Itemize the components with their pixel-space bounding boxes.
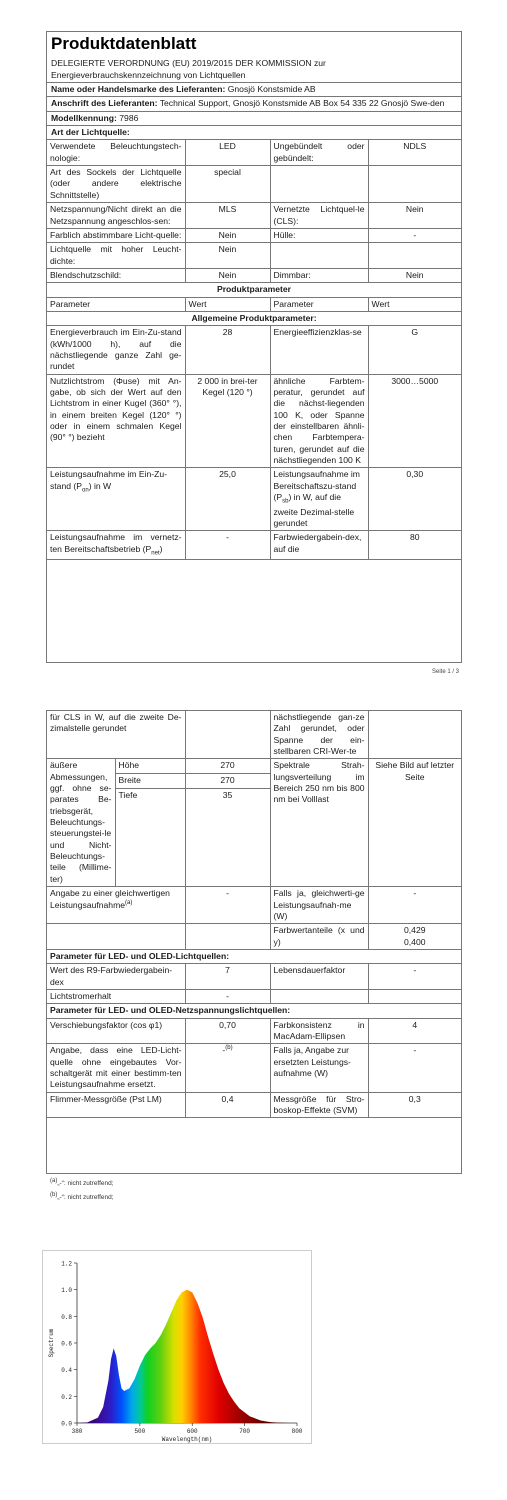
param-value: 0,3 bbox=[368, 1092, 461, 1118]
dimension-name: Breite bbox=[115, 774, 185, 789]
x-tick-label: 800 bbox=[291, 1428, 303, 1435]
supplier-name-label: Name oder Handelsmarke des Lieferanten: bbox=[51, 84, 226, 95]
param-value: 0,4 bbox=[185, 1092, 270, 1118]
model-label: Modellkennung: bbox=[51, 112, 117, 123]
param-label: Energieeffizienzklas-se bbox=[270, 326, 368, 374]
table-row bbox=[47, 203, 461, 229]
dimension-value: 270 bbox=[185, 759, 270, 774]
y-tick-label: 0.8 bbox=[61, 1313, 72, 1321]
section-header-led: Parameter für LED- und OLED-Lichtquellen: bbox=[47, 949, 461, 963]
param-label: Messgröße für Stro-boskop-Effekte (SVM) bbox=[270, 1092, 368, 1118]
table-row bbox=[47, 949, 461, 963]
param-label: Energieverbrauch im Ein-Zu-stand (kWh/1000 h), auf die nächstliegende ganze Zahl ge-rundet bbox=[47, 326, 185, 374]
param-value: Nein bbox=[185, 228, 270, 242]
param-label: Flimmer-Messgröße (Pst LM) bbox=[47, 1092, 185, 1118]
param-value: Nein bbox=[185, 243, 270, 269]
supplier-name-row bbox=[47, 83, 461, 97]
param-value: - bbox=[368, 228, 461, 242]
table-row bbox=[47, 924, 461, 950]
param-label: Leistungsaufnahme im vernetz-ten Bereitschaftsbetrieb $(P_{net})$ bbox=[47, 531, 185, 560]
param-label: Nutzlichtstrom (Φuse) mit An-gabe, ob sich der Wert auf den Lichtstrom in einer Kugel (360° °), in einem breiten Kegel (120° °) oder in einem schmalen Kegel (90° °) bezieht bbox=[47, 374, 185, 468]
param-label: Wert des R9-Farbwiedergabein-dex bbox=[47, 964, 185, 990]
table-row bbox=[47, 326, 461, 374]
table-row bbox=[47, 374, 461, 468]
table-row bbox=[47, 140, 461, 165]
column-header-parameter: Parameter bbox=[47, 297, 185, 311]
param-label: Art des Sockels der Lichtquelle (oder andere elektrische Schnittstelle) bbox=[47, 166, 185, 203]
param-value: - bbox=[368, 964, 461, 990]
table-row bbox=[47, 1092, 461, 1118]
table-row bbox=[47, 166, 461, 203]
param-value: special bbox=[185, 166, 270, 203]
table-row bbox=[47, 283, 461, 297]
param-label: Falls ja, gleichwerti-ge Leistungsaufnah-me (W) bbox=[270, 887, 368, 924]
param-label: Farbkonsistenz in MacAdam-Ellipsen bbox=[270, 1018, 368, 1044]
param-label: Angabe zu einer gleichwertigen Leistungsaufnahme$^{(a)}$ bbox=[47, 887, 185, 924]
param-label: Verschiebungsfaktor (cos φ1) bbox=[47, 1018, 185, 1044]
table-row bbox=[47, 1004, 461, 1018]
y-tick-label: 0.6 bbox=[61, 1340, 72, 1348]
param-label: Lebensdauerfaktor bbox=[270, 964, 368, 990]
x-axis-label: Wavelength(nm) bbox=[161, 1436, 213, 1443]
param-label: Hülle: bbox=[270, 228, 368, 242]
param-label bbox=[270, 989, 368, 1003]
param-label: Dimmbar: bbox=[270, 268, 368, 282]
x-tick-label: 380 bbox=[71, 1428, 83, 1435]
param-label: Vernetzte Lichtquel-le (CLS): bbox=[270, 203, 368, 229]
type-table bbox=[47, 140, 461, 560]
section-header-allgemeine: Allgemeine Produktparameter: bbox=[47, 311, 461, 325]
dimension-value: 35 bbox=[185, 789, 270, 887]
footnote-a: $^{(a)}$„-“: nicht zutreffend; bbox=[50, 1178, 114, 1188]
dimensions-label: äußere Abmessungen, ggf. ohne se-parates Be-triebsgerät, Beleuchtungs-steuerungstei-le und Nicht-Beleuchtungs-teile (Millime-ter) bbox=[47, 759, 115, 887]
param-value: Nein bbox=[368, 268, 461, 282]
param-value: Siehe Bild auf letzter Seite bbox=[368, 759, 461, 887]
table-row bbox=[47, 531, 461, 560]
x-tick-label: 600 bbox=[186, 1428, 198, 1435]
param-label bbox=[270, 243, 368, 269]
spectrum-chart-svg bbox=[43, 1251, 311, 1443]
param-label: Lichtquelle mit hoher Leucht-dichte: bbox=[47, 243, 185, 269]
spectrum-area bbox=[77, 1290, 287, 1423]
param-value bbox=[368, 243, 461, 269]
supplier-name: Gnosjö Konstsmide AB bbox=[227, 84, 316, 95]
dimension-value: 270 bbox=[185, 774, 270, 789]
table-row bbox=[47, 228, 461, 242]
table-row bbox=[47, 297, 461, 311]
table-row bbox=[47, 1044, 461, 1092]
param-value: 7 bbox=[185, 964, 270, 990]
param-label bbox=[270, 166, 368, 203]
continued-table bbox=[47, 711, 461, 1118]
param-value bbox=[368, 166, 461, 203]
y-tick-label: 0.2 bbox=[61, 1393, 72, 1401]
y-tick-label: 1.0 bbox=[61, 1287, 72, 1295]
datasheet-page-1 bbox=[46, 31, 462, 663]
param-value: 28 bbox=[185, 326, 270, 374]
param-value: 0,70 bbox=[185, 1018, 270, 1044]
regulation-text: DELEGIERTE VERORDNUNG (EU) 2019/2015 DER KOMMISSION zur Energieverbrauchskennzeichnung von Lichtquellen bbox=[47, 57, 461, 83]
table-row bbox=[47, 468, 461, 531]
table-row bbox=[47, 759, 461, 774]
table-row bbox=[47, 311, 461, 325]
param-label: Leistungsaufnahme im Ein-Zu-stand $(P_{on})$ in W bbox=[47, 468, 185, 531]
spectrum-chart bbox=[42, 1250, 312, 1444]
section-header-produktparameter: Produktparameter bbox=[47, 283, 461, 297]
column-header-parameter: Parameter bbox=[270, 297, 368, 311]
y-tick-label: 0.0 bbox=[61, 1420, 72, 1428]
param-label: Spektrale Strah-lungsverteilung im Bereich 250 nm bis 800 nm bei Volllast bbox=[270, 759, 368, 887]
param-value: 0,429 0,400 bbox=[368, 924, 461, 950]
table-row bbox=[47, 989, 461, 1003]
table-row bbox=[47, 964, 461, 990]
param-label: Farblich abstimmbare Licht-quelle: bbox=[47, 228, 185, 242]
param-label: Netzspannung/Nicht direkt an die Netzspannung angeschlos-sen: bbox=[47, 203, 185, 229]
param-label: Blendschutzschild: bbox=[47, 268, 185, 282]
datasheet-page-2 bbox=[46, 710, 462, 1174]
param-value: 4 bbox=[368, 1018, 461, 1044]
column-header-wert: Wert bbox=[368, 297, 461, 311]
param-value: 25,0 bbox=[185, 468, 270, 531]
param-label: für CLS in W, auf die zweite De-zimalstelle gerundet bbox=[47, 711, 185, 759]
param-label: Farbwertanteile (x und y) bbox=[270, 924, 368, 950]
param-value: Nein bbox=[368, 203, 461, 229]
x-tick-label: 700 bbox=[239, 1428, 251, 1435]
param-value: 3000…5000 bbox=[368, 374, 461, 468]
param-label: Angabe, dass eine LED-Licht-quelle ohne eingebautes Vor-schaltgerät mit einer bestimm-ten Leistungsaufnahme ersetzt. bbox=[47, 1044, 185, 1092]
dimension-name: Höhe bbox=[115, 759, 185, 774]
param-value: -$^{(b)}$ bbox=[185, 1044, 270, 1092]
param-value: - bbox=[185, 989, 270, 1003]
table-row bbox=[47, 1018, 461, 1044]
param-value: LED bbox=[185, 140, 270, 165]
param-value: - bbox=[368, 887, 461, 924]
table-row bbox=[47, 268, 461, 282]
param-label: Leistungsaufnahme im Bereitschaftszu-stand $(P_{sb})$ in W, auf die zweite Dezimal-stelle gerundet bbox=[270, 468, 368, 531]
type-header: Art der Lichtquelle: bbox=[47, 126, 461, 140]
y-tick-label: 0.4 bbox=[61, 1367, 72, 1375]
supplier-address-label: Anschrift des Lieferanten: bbox=[51, 98, 158, 109]
param-value: NDLS bbox=[368, 140, 461, 165]
param-value: - bbox=[185, 887, 270, 924]
param-value bbox=[368, 989, 461, 1003]
param-label: Verwendete Beleuchtungstech-nologie: bbox=[47, 140, 185, 165]
param-value: 80 bbox=[368, 531, 461, 560]
param-label: Lichtstromerhalt bbox=[47, 989, 185, 1003]
model-value: 7986 bbox=[119, 112, 139, 123]
param-label: Falls ja, Angabe zur ersetzten Leistungs-aufnahme (W) bbox=[270, 1044, 368, 1092]
column-header-wert: Wert bbox=[185, 297, 270, 311]
table-row bbox=[47, 243, 461, 269]
document-title: Produktdatenblatt bbox=[51, 34, 197, 53]
footnote-b: $^{(b)}$„-“: nicht zutreffend; bbox=[50, 1192, 114, 1202]
param-label: ähnliche Farbtem-peratur, gerundet auf die nächst-liegenden 100 K, oder Spanne der einstellbaren ähnli-chen Farbtempera-turen, gerundet auf die nächstliegenden 100 K bbox=[270, 374, 368, 468]
param-value: MLS bbox=[185, 203, 270, 229]
y-axis-label: Spectrum bbox=[48, 1328, 55, 1358]
table-row bbox=[47, 887, 461, 924]
table-row bbox=[47, 711, 461, 759]
dimension-name: Tiefe bbox=[115, 789, 185, 887]
param-value: G bbox=[368, 326, 461, 374]
supplier-address: Technical Support, Gnosjö Konstsmide AB Box 54 335 22 Gnosjö Swe-den bbox=[159, 98, 445, 109]
param-value: 0,30 bbox=[368, 468, 461, 531]
x-tick-label: 500 bbox=[134, 1428, 146, 1435]
supplier-address-row bbox=[47, 97, 461, 111]
param-label: nächstliegende gan-ze Zahl gerundet, oder Spanne der ein-stellbaren CRI-Wer-te bbox=[270, 711, 368, 759]
section-header-mains: Parameter für LED- und OLED-Netzspannungslichtquellen: bbox=[47, 1004, 461, 1018]
param-label: Farbwiedergabein-dex, auf die bbox=[270, 531, 368, 560]
param-label: Ungebündelt oder gebündelt: bbox=[270, 140, 368, 165]
page-number: Seite 1 / 3 bbox=[432, 669, 460, 675]
param-value: - bbox=[368, 1044, 461, 1092]
model-row bbox=[47, 112, 461, 126]
param-value: Nein bbox=[185, 268, 270, 282]
param-value: - bbox=[185, 531, 270, 560]
param-value: 2 000 in brei-ter Kegel (120 °) bbox=[185, 374, 270, 468]
y-tick-label: 1.2 bbox=[61, 1260, 72, 1268]
